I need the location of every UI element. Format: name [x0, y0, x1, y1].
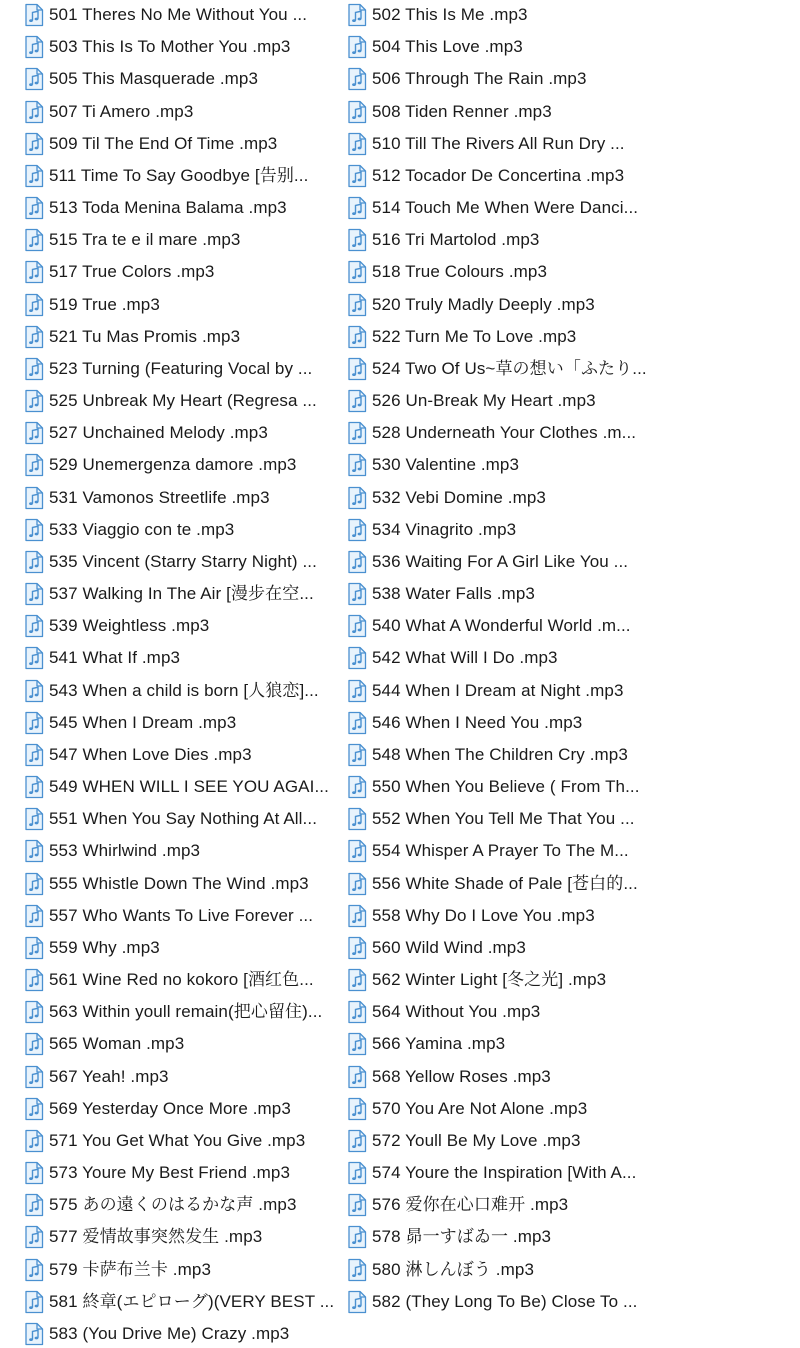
file-name: 505 This Masquerade .mp3: [49, 69, 259, 89]
file-item[interactable]: [22, 902, 338, 930]
music-file-icon: [22, 453, 46, 477]
music-file-icon: [22, 872, 46, 896]
music-file-icon: [345, 1032, 369, 1056]
music-file-icon: [22, 1065, 46, 1089]
file-item[interactable]: [345, 355, 657, 383]
file-item[interactable]: [22, 1, 338, 29]
file-item[interactable]: [345, 966, 657, 994]
file-name: 579 卡萨布兰卡 .mp3: [49, 1259, 212, 1279]
file-item[interactable]: [345, 291, 657, 319]
music-file-icon: [22, 1193, 46, 1217]
file-item[interactable]: [345, 998, 657, 1026]
file-name: 539 Weightless .mp3: [49, 616, 210, 636]
file-name: 516 Tri Martolod .mp3: [372, 230, 540, 250]
music-file-icon: [345, 646, 369, 670]
file-name: 564 Without You .mp3: [372, 1002, 541, 1022]
music-file-icon: [345, 67, 369, 91]
file-name: 583 (You Drive Me) Crazy .mp3: [49, 1323, 290, 1343]
file-name: 575 あの遠くのはるかな声 .mp3: [49, 1195, 297, 1215]
file-item[interactable]: [345, 130, 657, 158]
file-name: 549 WHEN WILL I SEE YOU AGAI...: [49, 777, 329, 797]
file-name: 568 Yellow Roses .mp3: [372, 1066, 551, 1086]
music-file-icon: [345, 679, 369, 703]
file-item[interactable]: [22, 548, 338, 576]
file-item[interactable]: [345, 387, 657, 415]
file-name: 504 This Love .mp3: [372, 37, 523, 57]
file-name: 513 Toda Menina Balama .mp3: [49, 198, 287, 218]
music-file-icon: [22, 421, 46, 445]
music-file-icon: [22, 3, 46, 27]
file-item[interactable]: [345, 258, 657, 286]
music-file-icon: [22, 196, 46, 220]
music-file-icon: [345, 1129, 369, 1153]
file-item[interactable]: [22, 1320, 338, 1348]
music-file-icon: [345, 711, 369, 735]
file-name: 536 Waiting For A Girl Like You ...: [372, 551, 629, 571]
file-item[interactable]: [345, 1030, 657, 1058]
file-name: 518 True Colours .mp3: [372, 262, 548, 282]
file-item[interactable]: [345, 194, 657, 222]
music-file-icon: [22, 743, 46, 767]
music-file-icon: [22, 936, 46, 960]
file-name: 538 Water Falls .mp3: [372, 584, 535, 604]
music-file-icon: [22, 35, 46, 59]
file-item[interactable]: [345, 1191, 657, 1219]
file-item[interactable]: [22, 1095, 338, 1123]
file-item[interactable]: [22, 870, 338, 898]
music-file-icon: [345, 132, 369, 156]
music-file-icon: [345, 3, 369, 27]
file-name: 571 You Get What You Give .mp3: [49, 1130, 306, 1150]
file-name: 529 Unemergenza damore .mp3: [49, 455, 297, 475]
music-file-icon: [345, 550, 369, 574]
file-name: 512 Tocador De Concertina .mp3: [372, 165, 625, 185]
file-name: 501 Theres No Me Without You ...: [49, 5, 308, 24]
file-name: 531 Vamonos Streetlife .mp3: [49, 487, 270, 507]
music-file-icon: [345, 35, 369, 59]
file-name: 523 Turning (Featuring Vocal by ...: [49, 358, 313, 378]
file-item[interactable]: [22, 1223, 338, 1251]
music-file-icon: [345, 936, 369, 960]
file-name: 577 爱情故事突然发生 .mp3: [49, 1227, 263, 1247]
music-file-icon: [22, 904, 46, 928]
music-file-icon: [345, 164, 369, 188]
file-item[interactable]: [22, 355, 338, 383]
file-item[interactable]: [22, 1030, 338, 1058]
music-file-icon: [345, 518, 369, 542]
file-name: 530 Valentine .mp3: [372, 455, 520, 475]
file-name: 565 Woman .mp3: [49, 1034, 185, 1054]
music-file-icon: [345, 904, 369, 928]
file-name: 521 Tu Mas Promis .mp3: [49, 326, 241, 346]
file-name: 562 Winter Light [冬之光] .mp3: [372, 970, 607, 990]
music-file-icon: [22, 100, 46, 124]
file-item[interactable]: [345, 1223, 657, 1251]
file-item[interactable]: [345, 419, 657, 447]
file-item[interactable]: [22, 966, 338, 994]
file-item[interactable]: [345, 1256, 657, 1284]
file-item[interactable]: [22, 612, 338, 640]
file-item[interactable]: [345, 580, 657, 608]
file-item[interactable]: [345, 1, 657, 29]
file-name: 553 Whirlwind .mp3: [49, 841, 201, 861]
file-item[interactable]: [22, 773, 338, 801]
music-file-icon: [345, 807, 369, 831]
file-name: 569 Yesterday Once More .mp3: [49, 1098, 291, 1118]
file-item[interactable]: [22, 1159, 338, 1187]
file-item[interactable]: [345, 98, 657, 126]
file-item[interactable]: [345, 644, 657, 672]
file-name: 574 Youre the Inspiration [With A...: [372, 1163, 637, 1183]
file-item[interactable]: [22, 580, 338, 608]
music-file-icon: [345, 421, 369, 445]
music-file-icon: [22, 1032, 46, 1056]
file-name: 542 What Will I Do .mp3: [372, 648, 558, 668]
file-item[interactable]: [22, 258, 338, 286]
file-name: 525 Unbreak My Heart (Regresa ...: [49, 391, 317, 411]
file-name: 535 Vincent (Starry Starry Night) ...: [49, 551, 317, 571]
file-name: 557 Who Wants To Live Forever ...: [49, 905, 314, 925]
file-item[interactable]: [22, 291, 338, 319]
music-file-icon: [22, 357, 46, 381]
file-item[interactable]: [345, 1159, 657, 1187]
file-name: 546 When I Need You .mp3: [372, 712, 583, 732]
music-file-icon: [22, 1097, 46, 1121]
file-name: 540 What A Wonderful World .m...: [372, 616, 631, 636]
file-name: 510 Till The Rivers All Run Dry ...: [372, 133, 625, 153]
music-file-icon: [345, 872, 369, 896]
file-item[interactable]: [345, 1063, 657, 1091]
file-name: 548 When The Children Cry .mp3: [372, 744, 628, 764]
music-file-icon: [22, 807, 46, 831]
file-name: 567 Yeah! .mp3: [49, 1066, 169, 1086]
music-file-icon: [345, 1097, 369, 1121]
file-name: 572 Youll Be My Love .mp3: [372, 1130, 581, 1150]
music-file-icon: [345, 357, 369, 381]
music-file-icon: [22, 646, 46, 670]
file-name: 544 When I Dream at Night .mp3: [372, 680, 624, 700]
music-file-icon: [345, 1065, 369, 1089]
file-name: 517 True Colors .mp3: [49, 262, 215, 282]
file-name: 560 Wild Wind .mp3: [372, 937, 526, 957]
music-file-icon: [22, 1161, 46, 1185]
file-item[interactable]: [22, 226, 338, 254]
music-file-icon: [345, 453, 369, 477]
file-item[interactable]: [22, 741, 338, 769]
music-file-icon: [345, 839, 369, 863]
file-item[interactable]: [345, 902, 657, 930]
file-name: 519 True .mp3: [49, 294, 160, 314]
file-item[interactable]: [22, 934, 338, 962]
file-item[interactable]: [22, 1288, 338, 1316]
file-item[interactable]: [345, 805, 657, 833]
music-file-icon: [345, 228, 369, 252]
file-name: 558 Why Do I Love You .mp3: [372, 905, 595, 925]
file-item[interactable]: [22, 130, 338, 158]
music-file-icon: [345, 293, 369, 317]
music-file-icon: [22, 1129, 46, 1153]
music-file-icon: [345, 968, 369, 992]
file-name: 547 When Love Dies .mp3: [49, 744, 252, 764]
music-file-icon: [345, 325, 369, 349]
file-name: 570 You Are Not Alone .mp3: [372, 1098, 588, 1118]
file-name: 511 Time To Say Goodbye [告别...: [49, 165, 309, 185]
file-item[interactable]: [22, 323, 338, 351]
file-item[interactable]: [345, 709, 657, 737]
music-file-icon: [22, 67, 46, 91]
file-item[interactable]: [345, 773, 657, 801]
music-file-icon: [22, 389, 46, 413]
music-file-icon: [345, 100, 369, 124]
music-file-icon: [345, 1193, 369, 1217]
file-name: 563 Within youll remain(把心留住)...: [49, 1002, 323, 1022]
file-name: 532 Vebi Domine .mp3: [372, 487, 546, 507]
file-name: 559 Why .mp3: [49, 937, 160, 957]
file-name: 573 Youre My Best Friend .mp3: [49, 1163, 291, 1183]
file-name: 507 Ti Amero .mp3: [49, 101, 194, 121]
file-item[interactable]: [22, 677, 338, 705]
music-file-icon: [22, 325, 46, 349]
file-item[interactable]: [345, 226, 657, 254]
music-file-icon: [22, 518, 46, 542]
music-file-icon: [345, 260, 369, 284]
music-file-icon: [345, 1258, 369, 1282]
file-name: 533 Viaggio con te .mp3: [49, 519, 235, 539]
music-file-icon: [22, 1290, 46, 1314]
file-name: 578 昴一すばゐ一 .mp3: [372, 1227, 552, 1247]
file-name: 561 Wine Red no kokoro [酒红色...: [49, 970, 314, 990]
file-item[interactable]: [22, 644, 338, 672]
music-file-icon: [22, 293, 46, 317]
music-file-icon: [22, 550, 46, 574]
file-name: 537 Walking In The Air [漫步在空...: [49, 584, 314, 604]
file-name: 581 終章(エピローグ)(VERY BEST ...: [49, 1291, 335, 1311]
file-name: 509 Til The End Of Time .mp3: [49, 133, 278, 153]
file-item[interactable]: [22, 194, 338, 222]
file-item[interactable]: [345, 934, 657, 962]
file-item[interactable]: [22, 1256, 338, 1284]
music-file-icon: [345, 614, 369, 638]
file-name: 526 Un-Break My Heart .mp3: [372, 391, 596, 411]
file-item[interactable]: [345, 548, 657, 576]
music-file-icon: [22, 614, 46, 638]
file-name: 545 When I Dream .mp3: [49, 712, 237, 732]
file-item[interactable]: [345, 612, 657, 640]
file-name: 527 Unchained Melody .mp3: [49, 423, 268, 443]
music-file-icon: [345, 775, 369, 799]
file-item[interactable]: [22, 805, 338, 833]
music-file-icon: [22, 1258, 46, 1282]
file-item[interactable]: [22, 709, 338, 737]
file-item[interactable]: [22, 1063, 338, 1091]
file-item[interactable]: [22, 1127, 338, 1155]
file-name: 503 This Is To Mother You .mp3: [49, 37, 291, 57]
file-item[interactable]: [345, 65, 657, 93]
file-item[interactable]: [22, 451, 338, 479]
file-item[interactable]: [345, 1288, 657, 1316]
file-name: 552 When You Tell Me That You ...: [372, 809, 635, 829]
file-name: 554 Whisper A Prayer To The M...: [372, 841, 629, 861]
music-file-icon: [22, 582, 46, 606]
file-name: 502 This Is Me .mp3: [372, 5, 528, 24]
file-name: 534 Vinagrito .mp3: [372, 519, 517, 539]
file-name: 556 White Shade of Pale [苍白的...: [372, 873, 638, 893]
file-name: 520 Truly Madly Deeply .mp3: [372, 294, 595, 314]
file-item[interactable]: [22, 162, 338, 190]
music-file-icon: [345, 743, 369, 767]
file-item[interactable]: [22, 837, 338, 865]
file-name: 528 Underneath Your Clothes .m...: [372, 423, 637, 443]
file-item[interactable]: [345, 837, 657, 865]
file-item[interactable]: [345, 484, 657, 512]
file-item[interactable]: [345, 33, 657, 61]
file-name: 555 Whistle Down The Wind .mp3: [49, 873, 309, 893]
file-name: 550 When You Believe ( From Th...: [372, 777, 640, 797]
file-item[interactable]: [345, 451, 657, 479]
file-item[interactable]: [345, 1095, 657, 1123]
file-name: 576 爱你在心口难开 .mp3: [372, 1195, 569, 1215]
music-file-icon: [22, 1225, 46, 1249]
file-name: 522 Turn Me To Love .mp3: [372, 326, 577, 346]
file-name: 524 Two Of Us~草の想い「ふたり...: [372, 358, 647, 378]
file-name: 506 Through The Rain .mp3: [372, 69, 587, 89]
music-file-icon: [345, 1000, 369, 1024]
file-item[interactable]: [345, 870, 657, 898]
file-item[interactable]: [345, 677, 657, 705]
music-file-icon: [345, 582, 369, 606]
music-file-icon: [22, 711, 46, 735]
music-file-icon: [22, 775, 46, 799]
music-file-icon: [22, 228, 46, 252]
music-file-icon: [22, 486, 46, 510]
file-name: 541 What If .mp3: [49, 648, 181, 668]
music-file-icon: [345, 196, 369, 220]
music-file-icon: [345, 1161, 369, 1185]
file-item[interactable]: [22, 419, 338, 447]
file-name: 580 淋しんぼう .mp3: [372, 1259, 535, 1279]
music-file-icon: [345, 486, 369, 510]
file-name: 515 Tra te e il mare .mp3: [49, 230, 241, 250]
music-file-icon: [22, 968, 46, 992]
file-item[interactable]: [22, 387, 338, 415]
file-name: 543 When a child is born [人狼恋]...: [49, 680, 319, 700]
file-item[interactable]: [345, 741, 657, 769]
music-file-icon: [22, 1000, 46, 1024]
music-file-icon: [22, 164, 46, 188]
file-name: 551 When You Say Nothing At All...: [49, 809, 318, 829]
file-item[interactable]: [22, 98, 338, 126]
file-item[interactable]: [22, 65, 338, 93]
file-item[interactable]: [22, 33, 338, 61]
file-name: 508 Tiden Renner .mp3: [372, 101, 552, 121]
music-file-icon: [345, 389, 369, 413]
music-file-icon: [22, 1322, 46, 1346]
file-name: 514 Touch Me When Were Danci...: [372, 198, 639, 218]
music-file-icon: [22, 679, 46, 703]
file-name: 566 Yamina .mp3: [372, 1034, 506, 1054]
music-file-icon: [345, 1225, 369, 1249]
file-item[interactable]: [22, 998, 338, 1026]
file-item[interactable]: [345, 162, 657, 190]
file-name: 582 (They Long To Be) Close To ...: [372, 1291, 638, 1311]
music-file-icon: [22, 839, 46, 863]
file-item[interactable]: [345, 323, 657, 351]
music-file-icon: [22, 260, 46, 284]
file-item[interactable]: [22, 484, 338, 512]
file-item[interactable]: [22, 516, 338, 544]
file-item[interactable]: [345, 1127, 657, 1155]
music-file-icon: [345, 1290, 369, 1314]
file-item[interactable]: [22, 1191, 338, 1219]
file-item[interactable]: [345, 516, 657, 544]
music-file-icon: [22, 132, 46, 156]
